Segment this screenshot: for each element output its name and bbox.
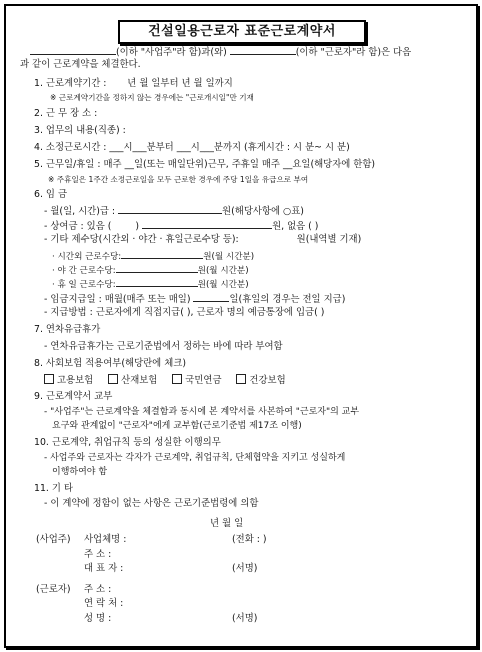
- holiday-allowance: [52, 277, 249, 291]
- allowance-unit: 원(내역별 기재): [296, 234, 362, 245]
- payment-method-line: - 지급방법 : 근로자에게 직접지급( ), 근로자 명의 예금통장에 입금( ): [44, 307, 325, 318]
- employer-signature: (서명): [232, 563, 258, 574]
- section-10-heading: 10. 근로계약, 취업규칙 등의 성실한 이행의무: [34, 437, 221, 448]
- section-6-heading: 6. 임 금: [34, 189, 68, 200]
- employer-phone: (전화 : ): [232, 534, 267, 545]
- overtime-allowance: [52, 249, 254, 263]
- night-blank: [116, 263, 198, 273]
- section-1-label: 1. 근로계약기간 :: [34, 78, 107, 89]
- overtime-unit: 원(월 시간분): [203, 252, 255, 262]
- wage-blank: [118, 204, 222, 214]
- night-label: · 야 간 근로수당:: [52, 266, 116, 276]
- holiday-unit: 원(월 시간분): [197, 280, 249, 290]
- wage-line: [44, 204, 304, 218]
- allowance-label: - 기타 제수당(시간외 · 야간 · 휴일근로수당 등):: [44, 234, 239, 245]
- section-1-contract-period: [34, 78, 233, 90]
- intro-line-2: 과 같이 근로계약을 체결한다.: [20, 59, 141, 70]
- intro-line-1: [30, 45, 411, 59]
- section-9-heading: 9. 근로계약서 교부: [34, 391, 113, 402]
- overtime-blank: [121, 249, 203, 259]
- holiday-blank: [116, 277, 198, 287]
- section-4-working-hours: 4. 소정근로시간 : ___시___분부터 ___시___분까지 (휴게시간 : 시 분~ 시 분): [34, 142, 350, 153]
- industrial-accident-insurance-checkbox[interactable]: [108, 374, 118, 384]
- section-11-heading: 11. 기 타: [34, 483, 73, 494]
- national-pension-label: 국민연금: [185, 375, 222, 386]
- overtime-label: · 시간외 근로수당:: [52, 252, 122, 262]
- section-7-body: - 연차유급휴가는 근로기준법에서 정하는 바에 따라 부여함: [44, 341, 283, 352]
- payday-note: 일(휴일의 경우는 전일 지급): [229, 294, 346, 305]
- section-8-heading: 8. 사회보험 적용여부(해당란에 체크): [34, 358, 186, 369]
- intro-text-b: (이하 "근로자"라 함)은 다음: [295, 47, 412, 58]
- section-11-body: - 이 계약에 정함이 없는 사항은 근로기준법령에 의함: [44, 498, 259, 509]
- bonus-blank: [142, 219, 272, 229]
- payday-line: [44, 292, 345, 306]
- intro-text-a: (이하 "사업주"라 함)과(와): [116, 47, 227, 58]
- section-5-note: ※ 주휴일은 1주간 소정근로일을 모두 근로한 경우에 주당 1일을 유급으로 부여: [48, 175, 309, 184]
- section-9-line-1: - "사업주"는 근로계약을 체결함과 동시에 본 계약서를 사본하여 "근로자"의 교부: [44, 407, 360, 417]
- contract-date: 년 월 일: [210, 518, 244, 529]
- worker-tag: (근로자): [36, 584, 71, 595]
- health-insurance-label: 건강보험: [249, 375, 286, 386]
- employer-address-label: 주 소 :: [84, 549, 112, 560]
- holiday-label: · 휴 일 근로수당:: [52, 280, 116, 290]
- section-1-dates: 년 월 일부터 년 월 일까지: [127, 78, 233, 89]
- employment-insurance-label: 고용보험: [57, 375, 94, 386]
- employment-insurance-checkbox[interactable]: [44, 374, 54, 384]
- national-pension-checkbox[interactable]: [172, 374, 182, 384]
- employer-tag: (사업주): [36, 534, 71, 545]
- employer-name-blank: [30, 45, 116, 55]
- wage-unit: 원(해당사항에 ○표): [222, 206, 304, 217]
- section-1-note: ※ 근로계약기간을 정하지 않는 경우에는 "근로개시일"만 기재: [50, 93, 254, 102]
- worker-contact-label: 연 락 처 :: [84, 598, 124, 609]
- health-insurance-checkbox[interactable]: [236, 374, 246, 384]
- wage-label: - 월(일, 시간)급 :: [44, 206, 116, 217]
- worker-signature: (서명): [232, 613, 258, 624]
- bonus-unit: 원, 없음 ( ): [272, 221, 319, 232]
- section-10-line-1: - 사업주와 근로자는 각자가 근로계약, 취업규칙, 단체협약을 지키고 성실하게: [44, 453, 346, 463]
- section-2-workplace: 2. 근 무 장 소 :: [34, 108, 98, 119]
- employer-company-label: 사업체명 :: [84, 534, 127, 545]
- payday-blank: [193, 292, 229, 302]
- industrial-accident-insurance-label: 산재보험: [121, 375, 158, 386]
- bonus-label: - 상여금 : 있음 (: [44, 221, 112, 232]
- section-3-job-description: 3. 업무의 내용(직종) :: [34, 125, 126, 136]
- section-5-workdays: 5. 근무일/휴일 : 매주 __일(또는 매일단위)근무, 주휴일 매주 __요일(해당자에 한함): [34, 159, 376, 170]
- section-9-line-2: 요구와 관계없이 "근로자"에게 교부함(근로기준법 제17조 이행): [52, 421, 302, 431]
- worker-name-label: 성 명 :: [84, 613, 112, 624]
- payday-label: - 임금지급일 : 매월(매주 또는 매일): [44, 294, 191, 305]
- bonus-line: [44, 219, 318, 233]
- insurance-options: [44, 374, 286, 387]
- section-7-heading: 7. 연차유급휴가: [34, 324, 101, 335]
- night-unit: 원(월 시간분): [197, 266, 249, 276]
- allowance-line: [44, 234, 361, 246]
- night-allowance: [52, 263, 249, 277]
- section-10-line-2: 이행하여야 함: [52, 467, 108, 477]
- bonus-paren: ): [135, 221, 140, 232]
- employer-representative-label: 대 표 자 :: [84, 563, 124, 574]
- worker-address-label: 주 소 :: [84, 584, 112, 595]
- worker-name-blank: [230, 45, 296, 55]
- document-title: 건설일용근로자 표준근로계약서: [118, 20, 366, 44]
